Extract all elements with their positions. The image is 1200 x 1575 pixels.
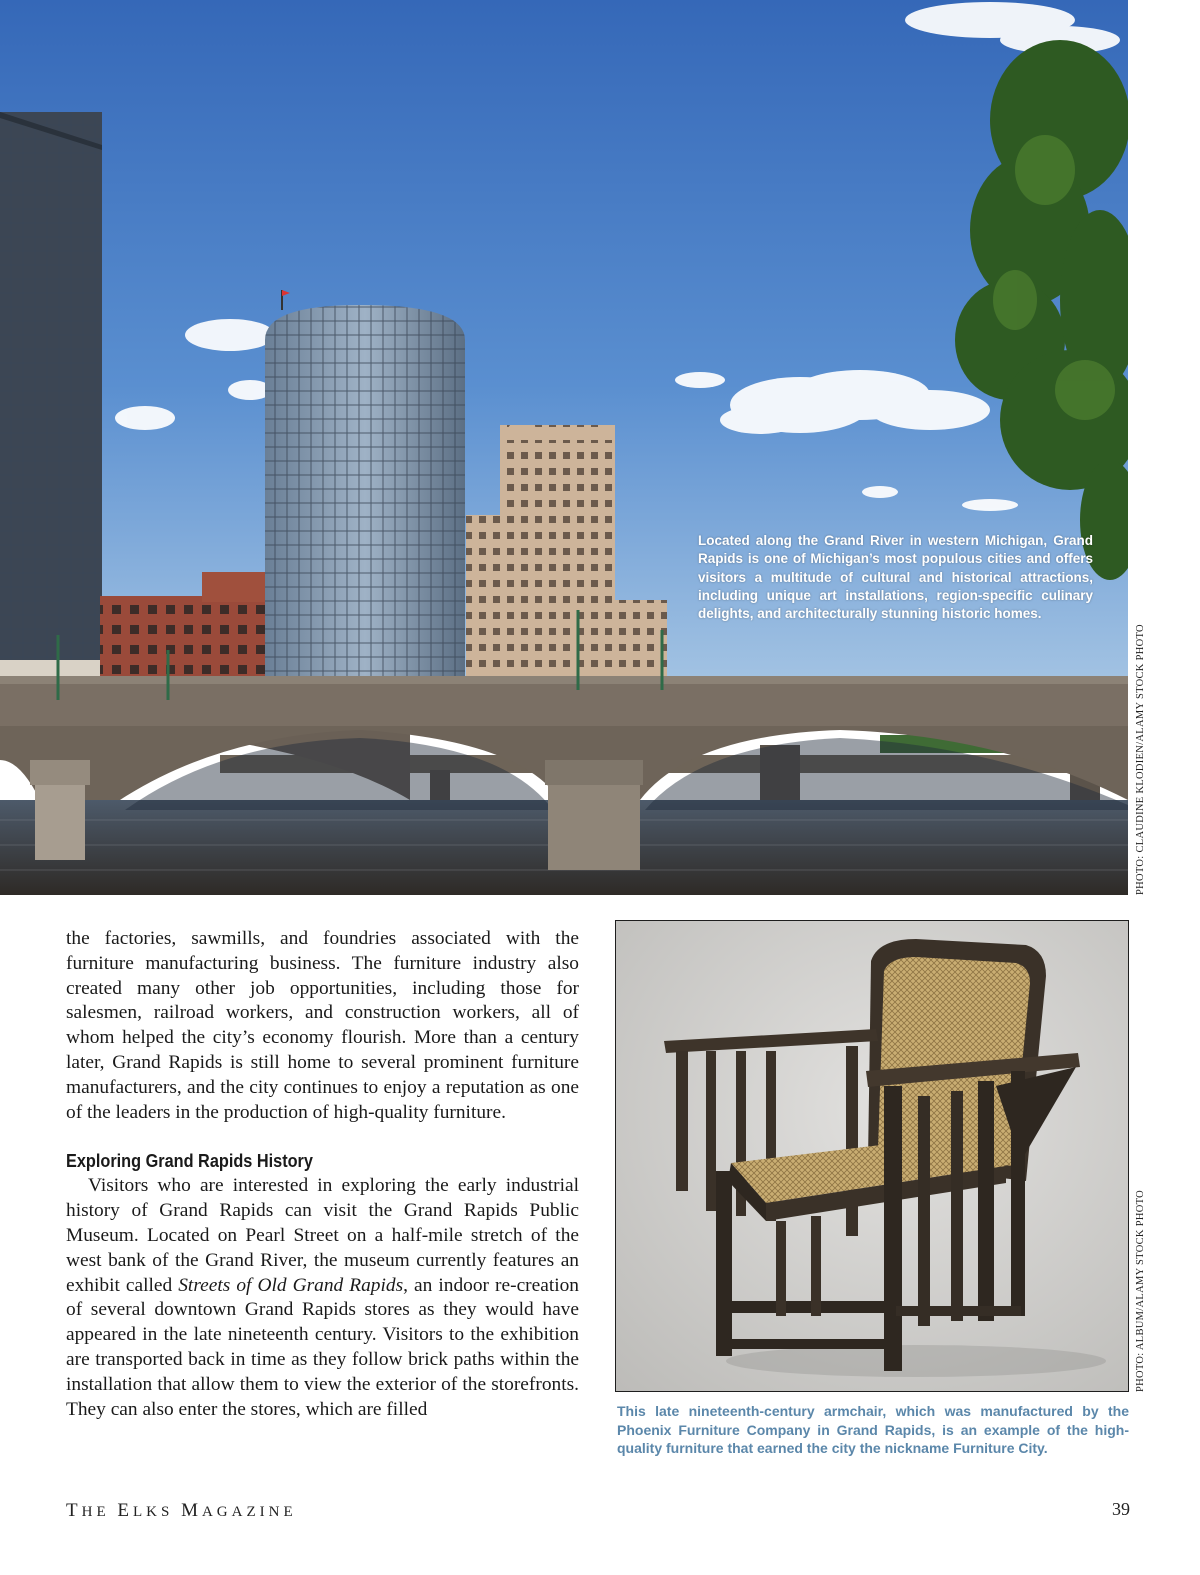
- chair-photo-credit: PHOTO: ALBUM/ALAMY STOCK PHOTO: [1135, 1189, 1146, 1392]
- chair-photo-caption: This late nineteenth-century armchair, which was manufactured by the Phoenix Furniture Company in Grand Rapids, is an example of the high-quality furniture that earned the city the nickname Furniture City.: [617, 1403, 1129, 1456]
- section-heading: Exploring Grand Rapids History: [66, 1150, 313, 1172]
- article-paragraph-2: [66, 1174, 579, 1422]
- hero-photo-caption: Located along the Grand River in western Michigan, Grand Rapids is one of Michigan’s most populous cities and offers visitors a multitude of cultural and historical attractions, including unique art installations, region-specific culinary delights, and architecturally stunning historic homes.: [698, 533, 1093, 622]
- paragraph-2-text-end: , an indoor re-creation of several downtown Grand Rapids stores as they would have appeared in the late nineteenth century. Visitors to the exhibition are transported back in time as they follow brick paths within the installation that allow them to view the exterior of the storefronts. They can also enter the stores, which are filled: [66, 1274, 580, 1420]
- paragraph-2-text-start: Visitors who are interested in exploring the early industrial history of Grand Rapids can visit the Grand Rapids Public Museum. Located on Pearl Street on a half-mile stretch of the west bank of the Grand River, the museum currently features an exhibit called: [66, 1175, 579, 1296]
- magazine-name: THE ELKS MAGAZINE: [66, 1500, 297, 1521]
- hero-photo-credit: PHOTO: CLAUDINE KLODIEN/ALAMY STOCK PHOTO: [1135, 624, 1146, 895]
- armchair-image: [616, 921, 1129, 1392]
- exhibit-title: Streets of Old Grand Rapids: [178, 1274, 404, 1296]
- article-paragraph-1: the factories, sawmills, and foundries associated with the furniture manufacturing business. The furniture industry also created many other job opportunities, including those for salesmen, railroad workers, and construction workers, all of whom helped the city’s economy flourish. More than a century later, Grand Rapids is still home to several prominent furniture manufacturers, and the city continues to enjoy a reputation as one of the leaders in the production of high-quality furniture.: [66, 928, 579, 1123]
- page-number: 39: [1112, 1499, 1130, 1519]
- chair-photo: [615, 920, 1129, 1392]
- article-column: [66, 927, 579, 1422]
